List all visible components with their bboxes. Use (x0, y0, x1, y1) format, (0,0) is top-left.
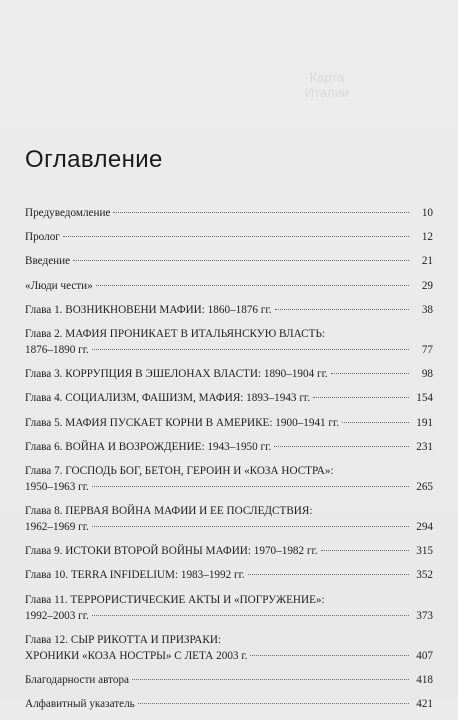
toc-page-number: 10 (421, 207, 433, 219)
toc-entry (25, 696, 433, 713)
toc-entry-title: Пролог (25, 231, 60, 244)
toc-entry-line (25, 229, 433, 246)
toc-page-number: 29 (421, 279, 433, 292)
toc-entry-line (25, 592, 433, 608)
dot-leader (92, 615, 409, 616)
dot-leader (92, 526, 409, 527)
toc-page-number: 12 (421, 231, 433, 244)
dot-leader (113, 212, 409, 213)
toc-page-number: 77 (421, 343, 433, 356)
dot-leader (250, 655, 409, 656)
toc-entry-line (25, 672, 433, 689)
dot-leader (342, 422, 409, 423)
dot-leader (248, 574, 409, 575)
toc-entry-line (25, 302, 433, 319)
toc-page-number: 21 (421, 255, 433, 268)
toc-entry-title: Глава 11. ТЕРРОРИСТИЧЕСКИЕ АКТЫ И «ПОГРУЖЕНИЕ»: (25, 593, 325, 606)
toc-entry-title: Предуведомление (25, 207, 111, 219)
toc-entry-line (25, 632, 433, 648)
page-title: Оглавление (25, 146, 163, 173)
toc-page-number: 421 (416, 698, 433, 711)
toc-entry-title: «Люди чести» (25, 279, 93, 292)
toc-page-number: 294 (416, 521, 433, 534)
dot-leader (132, 679, 409, 680)
toc-entry-line (25, 463, 433, 479)
toc-entry-title: Глава 12. СЫР РИКОТТА И ПРИЗРАКИ: (25, 633, 222, 646)
dot-leader (92, 349, 409, 350)
toc-entry-line (25, 415, 433, 432)
toc-entry (25, 390, 433, 407)
toc-page-number: 191 (416, 416, 433, 429)
toc-entry-line (25, 696, 433, 713)
toc-entry-line (25, 390, 433, 407)
toc-entry (25, 543, 433, 560)
dot-leader (96, 285, 409, 286)
toc-entry-title: Глава 7. ГОСПОДЬ БОГ, БЕТОН, ГЕРОИН И «КОЗА НОСТРА»: (25, 464, 334, 477)
toc-entry (25, 439, 433, 456)
toc-page-number: 315 (416, 545, 433, 558)
toc-entry-line (25, 253, 433, 270)
toc-entry-title: Глава 9. ИСТОКИ ВТОРОЙ ВОЙНЫ МАФИИ: 1970–1982 гг. (25, 545, 318, 558)
toc-entry (25, 326, 433, 359)
toc-entry-title: Глава 4. СОЦИАЛИЗМ, ФАШИЗМ, МАФИЯ: 1893–1943 гг. (25, 392, 311, 405)
dot-leader (313, 397, 409, 398)
bleed-through-text (282, 70, 372, 130)
toc-entry (25, 632, 433, 665)
bleed-line: Италии (304, 85, 350, 100)
toc-entry-line (25, 479, 433, 496)
toc-page-number: 231 (416, 440, 433, 453)
toc-entry-title: 1992–2003 гг. (25, 609, 89, 622)
toc-entry (25, 229, 433, 246)
toc-entry-line (25, 503, 433, 519)
toc-entry-title: ХРОНИКИ «КОЗА НОСТРЫ» С ЛЕТА 2003 г. (25, 649, 248, 662)
toc-entry-title: Благодарности автора (25, 674, 130, 686)
toc-page-number: 373 (416, 609, 433, 622)
toc-entry-title: 1950–1963 гг. (25, 480, 89, 493)
toc-page-number: 98 (421, 368, 433, 381)
toc-entry-title: Глава 3. КОРРУПЦИЯ В ЭШЕЛОНАХ ВЛАСТИ: 1890–1904 гг. (25, 368, 328, 381)
toc-entry (25, 366, 433, 383)
toc-entry-title: 1962–1969 гг. (25, 521, 89, 534)
toc-entry-title: Глава 1. ВОЗНИКНОВЕНИ МАФИИ: 1860–1876 гг. (25, 303, 272, 316)
toc-entry (25, 253, 433, 270)
toc-entry (25, 672, 433, 689)
toc-page-number: 418 (416, 674, 433, 686)
toc-page-number: 407 (416, 649, 433, 662)
toc-entry-title: Глава 5. МАФИЯ ПУСКАЕТ КОРНИ В АМЕРИКЕ: 1900–1941 гг. (25, 416, 340, 429)
toc-entry-line (25, 366, 433, 383)
dot-leader (63, 236, 409, 237)
toc-entry-line (25, 205, 433, 222)
toc-page-number: 352 (416, 569, 433, 582)
toc-entry-line (25, 648, 433, 665)
dot-leader (138, 703, 409, 704)
toc-entry-title: Алфавитный указатель (25, 698, 135, 711)
dot-leader (275, 309, 409, 310)
toc-entry-line (25, 608, 433, 625)
bleed-line: Карта (309, 70, 345, 85)
toc-entry-title: Глава 2. МАФИЯ ПРОНИКАЕТ В ИТАЛЬЯНСКУЮ ВЛАСТЬ: (25, 327, 325, 340)
toc-entry-line (25, 326, 433, 342)
toc-entry-title: Глава 8. ПЕРВАЯ ВОЙНА МАФИИ И ЕЕ ПОСЛЕДСТВИЯ: (25, 505, 313, 518)
toc-entry-line (25, 278, 433, 295)
toc-entry-title: 1876–1890 гг. (25, 343, 89, 356)
toc-entry (25, 302, 433, 319)
toc-entry (25, 278, 433, 295)
toc-entry-line (25, 519, 433, 536)
toc-entry (25, 463, 433, 496)
toc-entry-line (25, 439, 433, 456)
toc-entry (25, 415, 433, 432)
dot-leader (73, 260, 409, 261)
toc-entry-title: Глава 6. ВОЙНА И ВОЗРОЖДЕНИЕ: 1943–1950 гг. (25, 440, 272, 453)
toc-entry (25, 205, 433, 222)
toc-page-number: 154 (416, 392, 433, 405)
table-of-contents (25, 205, 433, 720)
dot-leader (274, 446, 409, 447)
toc-page-number: 38 (421, 303, 433, 316)
dot-leader (321, 550, 409, 551)
toc-entry (25, 503, 433, 536)
toc-entry (25, 592, 433, 625)
dot-leader (92, 486, 409, 487)
toc-entry-line (25, 567, 433, 584)
toc-entry-line (25, 342, 433, 359)
toc-entry-title: Введение (25, 255, 71, 268)
toc-entry (25, 567, 433, 584)
toc-page-number: 265 (416, 480, 433, 493)
toc-entry-title: Глава 10. TERRA INFIDELIUM: 1983–1992 гг. (25, 569, 245, 582)
toc-entry-line (25, 543, 433, 560)
dot-leader (331, 373, 409, 374)
